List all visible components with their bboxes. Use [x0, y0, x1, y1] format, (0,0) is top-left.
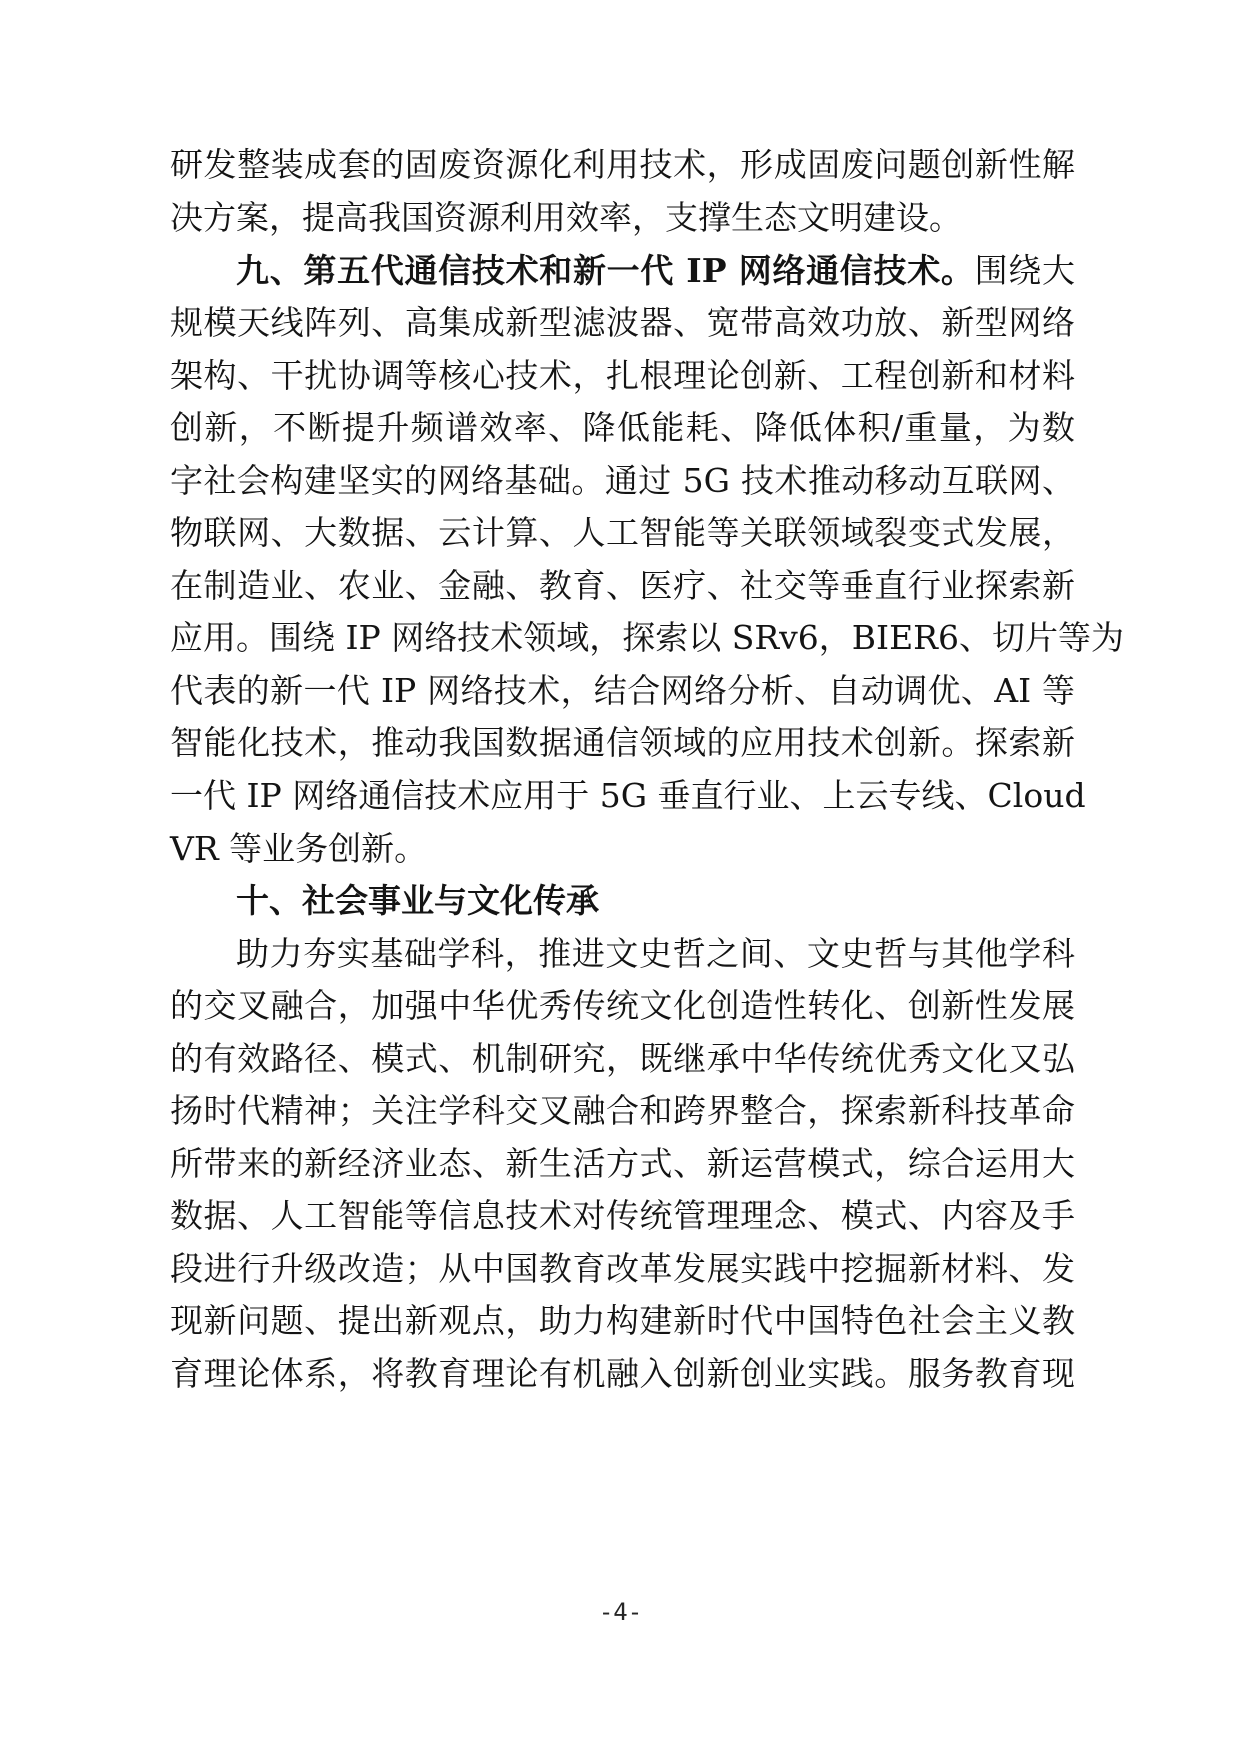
section-ten-first-line: 助力夯实基础学科，推进文史哲之间、文史哲与其他学科: [236, 934, 1075, 973]
body-text-line: 字社会构建坚实的网络基础。通过 5G 技术推动移动互联网、: [170, 461, 1075, 500]
body-text-line: 在制造业、农业、金融、教育、医疗、社交等垂直行业探索新: [170, 566, 1075, 605]
body-text-line: VR 等业务创新。: [170, 829, 428, 868]
body-text-line: 的交叉融合，加强中华优秀传统文化创造性转化、创新性发展: [170, 986, 1075, 1025]
body-text-line: 架构、干扰协调等核心技术，扎根理论创新、工程创新和材料: [170, 356, 1075, 395]
section-nine-line: [236, 242, 1075, 300]
body-text-line: 物联网、大数据、云计算、人工智能等关联领域裂变式发展，: [170, 513, 1075, 552]
body-text-line: 智能化技术，推动我国数据通信领域的应用技术创新。探索新: [170, 723, 1075, 762]
body-text-line: 所带来的新经济业态、新生活方式、新运营模式，综合运用大: [170, 1144, 1075, 1183]
section-nine-heading: 九、第五代通信技术和新一代 IP 网络通信技术。: [236, 251, 975, 290]
body-text-line: 一代 IP 网络通信技术应用于 5G 垂直行业、上云专线、Cloud: [170, 776, 1086, 815]
section-ten-heading: 十、社会事业与文化传承: [236, 881, 599, 920]
section-nine-lead-text: 围绕大: [974, 251, 1076, 290]
body-text-line: 的有效路径、模式、机制研究，既继承中华传统优秀文化又弘: [170, 1039, 1075, 1078]
body-text-line: 数据、人工智能等信息技术对传统管理理念、模式、内容及手: [170, 1196, 1075, 1235]
body-text-line: 创新，不断提升频谱效率、降低能耗、降低体积/重量，为数: [170, 408, 1075, 447]
body-text-line: 扬时代精神；关注学科交叉融合和跨界整合，探索新科技革命: [170, 1091, 1075, 1130]
body-text-line: 代表的新一代 IP 网络技术，结合网络分析、自动调优、AI 等: [170, 671, 1075, 710]
body-text-line: 研发整装成套的固废资源化利用技术，形成固废问题创新性解: [170, 145, 1075, 184]
body-text-line: 现新问题、提出新观点，助力构建新时代中国特色社会主义教: [170, 1301, 1075, 1340]
body-text-line: 育理论体系，将教育理论有机融入创新创业实践。服务教育现: [170, 1354, 1075, 1393]
body-text-line: 应用。围绕 IP 网络技术领域，探索以 SRv6，BIER6、切片等为: [170, 618, 1125, 657]
body-text-line: 决方案，提高我国资源利用效率，支撑生态文明建设。: [170, 198, 962, 237]
page-number: -4-: [598, 1598, 643, 1626]
body-text-line: 段进行升级改造；从中国教育改革发展实践中挖掘新材料、发: [170, 1249, 1075, 1288]
body-text-line: 规模天线阵列、高集成新型滤波器、宽带高效功放、新型网络: [170, 303, 1075, 342]
